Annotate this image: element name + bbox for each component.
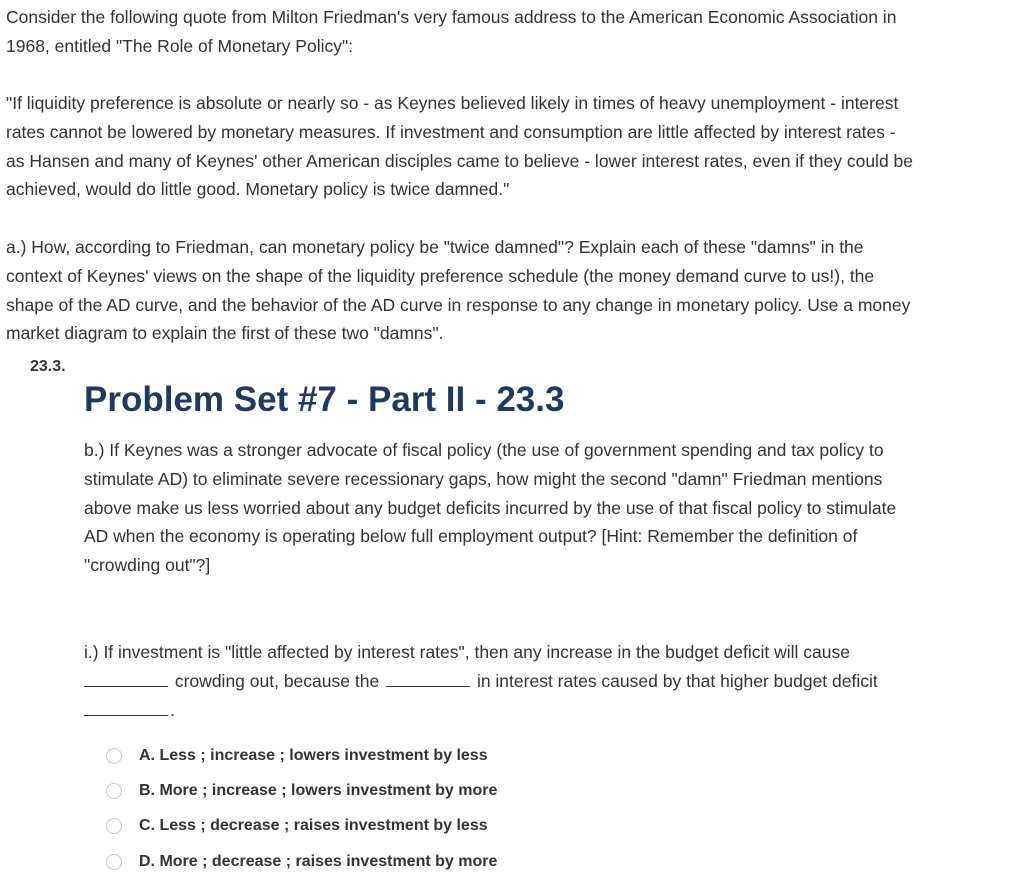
friedman-quote — [6, 89, 1011, 204]
choice-label: D. More ; decrease ; raises investment by more — [139, 852, 498, 870]
section-number: 23.3. — [30, 358, 66, 375]
choice-label: B. More ; increase ; lowers investment by more — [139, 781, 498, 799]
fill-in-text: in interest rates caused by that higher budget deficit — [476, 670, 878, 691]
quote-line: achieved, would do little good. Monetary policy is twice damned." — [6, 179, 510, 200]
quote-line: "If liquidity preference is absolute or nearly so - as Keynes believed likely in times of heavy unemployment - interest — [6, 93, 899, 113]
choice-d[interactable] — [106, 844, 497, 879]
answer-blank-3 — [84, 699, 168, 716]
quote-line: as Hansen and many of Keynes' other American disciples came to believe - lower interest rates, even if they could be — [6, 150, 914, 171]
question-part-b — [84, 436, 1004, 580]
choice-label: A. Less ; increase ; lowers investment by less — [139, 746, 488, 764]
part-a-line: market diagram to explain the first of these two "damns". — [6, 323, 444, 344]
part-b-line: stimulate AD) to eliminate severe recessionary gaps, how might the second "damn" Friedman mentions — [84, 468, 883, 489]
quote-line: rates cannot be lowered by monetary measures. If investment and consumption are little affected by interest rates - — [6, 121, 896, 142]
part-b-line: AD when the economy is operating below full employment output? [Hint: Remember the definition of — [84, 526, 858, 547]
radio-button[interactable] — [106, 783, 122, 799]
answer-blank-2 — [386, 670, 470, 687]
part-a-line: a.) How, according to Friedman, can monetary policy be "twice damned"? Explain each of these "damns" in the — [6, 237, 864, 257]
radio-button[interactable] — [106, 818, 122, 834]
intro-line: Consider the following quote from Milton Friedman's very famous address to the American Economic Association in — [6, 7, 897, 27]
radio-button[interactable] — [106, 748, 122, 764]
part-b-line: b.) If Keynes was a stronger advocate of fiscal policy (the use of government spending and tax policy to — [84, 440, 884, 460]
radio-button[interactable] — [106, 854, 122, 870]
choice-label: C. Less ; decrease ; raises investment by less — [139, 817, 488, 835]
fill-in-line — [84, 667, 1019, 696]
problem-title: Problem Set #7 - Part II - 23.3 — [84, 380, 565, 419]
intro-line: 1968, entitled "The Role of Monetary Policy": — [6, 35, 354, 56]
choice-b[interactable] — [106, 773, 497, 808]
fill-in-line — [84, 696, 1019, 725]
fill-in-period: . — [170, 699, 175, 720]
part-a-line: context of Keynes' views on the shape of the liquidity preference schedule (the money demand curve to us!), the — [6, 265, 875, 286]
fill-in-line: i.) If investment is "little affected by interest rates", then any increase in the budget deficit will cause — [84, 642, 850, 662]
answer-choices — [106, 738, 497, 879]
answer-blank-1 — [84, 670, 168, 687]
choice-a[interactable] — [106, 738, 497, 773]
question-part-a — [6, 233, 1011, 348]
fill-in-text: crowding out, because the — [174, 670, 380, 691]
part-a-line: shape of the AD curve, and the behavior of the AD curve in response to any change in monetary policy. Use a money — [6, 294, 911, 315]
intro-paragraph — [6, 3, 1011, 61]
part-b-line: "crowding out"?] — [84, 555, 211, 576]
part-b-line: above make us less worried about any budget deficits incurred by the use of that fiscal policy to stimulate — [84, 497, 897, 518]
fill-in-question — [84, 638, 1019, 724]
choice-c[interactable] — [106, 809, 497, 844]
